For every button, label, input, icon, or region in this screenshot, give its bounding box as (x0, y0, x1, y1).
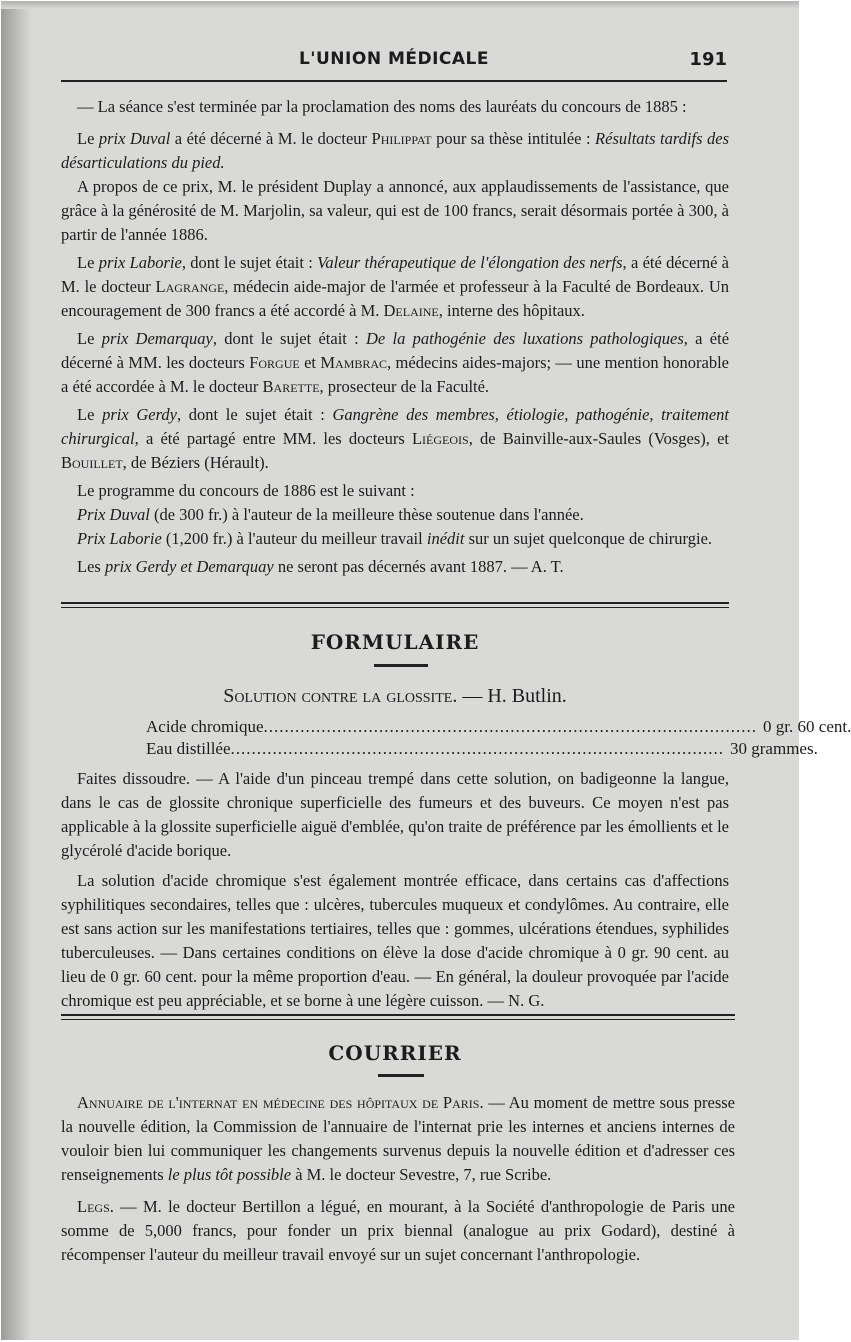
journal-page (1, 1, 851, 1340)
paragraph: Le prix Duval a été décerné à M. le docteur Philippat pour sa thèse intitulée : Résultats tardifs des désarticulations du pied. (61, 129, 729, 172)
paragraph: Le prix Gerdy, dont le sujet était : Gangrène des membres, étiologie, pathogénie, traitement chirurgical, a été partagé entre MM. les docteurs Liégeois, de Bainville-aux-Saules (Vosges), et Bouillet, de Béziers (Hérault). (61, 405, 730, 472)
formulaire-body (61, 767, 729, 1013)
paragraph: Les prix Gerdy et Demarquay ne seront pas décernés avant 1887. — A. T. (77, 557, 564, 576)
formulaire-title: FORMULAIRE (310, 630, 480, 654)
section-rule (61, 1014, 735, 1016)
courrier-body (61, 1091, 735, 1267)
ingredient-line: Eau distillée .............................................................................................. 30 grammes. (146, 739, 818, 758)
scan-shadow-top (1, 1, 799, 9)
running-head (61, 45, 727, 75)
paragraph: — La séance s'est terminée par la proclamation des noms des lauréats du concours de 1885 : (77, 97, 687, 116)
paragraph: Le prix Laborie, dont le sujet était : Valeur thérapeutique de l'élongation des nerfs, a été décerné à M. le docteur Lagrange, médecin aide-major de l'armée et professeur à la Faculté de Bordeaux. Un encouragement de 300 francs a été accordé à M. Delaine, interne des hôpitaux. (61, 253, 730, 320)
section-rule (61, 602, 729, 604)
header-rule (61, 80, 727, 82)
section-rule (61, 1019, 735, 1020)
scan-shadow (1, 1, 31, 1340)
paragraph: Faites dissoudre. — A l'aide d'un pinceau trempé dans cette solution, on badigeonne la langue, dans le cas de glossite chronique superficielle des fumeurs et des buveurs. Ce moyen n'est pas applicable à la glossite superficielle aiguë d'emblée, qu'on traite de préférence par les émollients et le glycérolé d'acide borique. (61, 769, 729, 860)
ingredient-line: Acide chromique .............................................................................................. 0 gr. 60 cent. (146, 717, 851, 736)
paragraph: Legs. — M. le docteur Bertillon a légué, en mourant, à la Société d'anthropologie de Paris une somme de 5,000 francs, pour fonder un prix biennal (analogue au prix Godard), destiné à récompenser l'auteur du meilleur travail envoyé sur un sujet concernant l'anthropologie. (61, 1197, 735, 1264)
paragraph: Prix Laborie (1,200 fr.) à l'auteur du meilleur travail inédit sur un sujet quelconque de chirurgie. (77, 529, 713, 548)
title-underline (378, 1074, 424, 1077)
seance-section (61, 95, 729, 579)
paragraph: Le programme du concours de 1886 est le suivant : (77, 481, 415, 500)
paragraph: Prix Duval (de 300 fr.) à l'auteur de la meilleure thèse soutenue dans l'année. (77, 505, 584, 524)
paragraph: La solution d'acide chromique s'est également montrée efficace, dans certains cas d'affections syphilitiques secondaires, telles que : ulcères, tubercules muqueux et condylômes. Au contraire, elle est sans action sur les manifestations tertiaires, telles que : gommes, ulcérations étendues, syphilides tuberculeuses. — Dans certaines conditions on élève la dose d'acide chromique à 0 gr. 90 cent. au lieu de 0 gr. 60 cent. pour la même proportion d'eau. — En général, la douleur provoquée par l'acide chromique est peu appréciable, et se borne à une légère cuisson. — N. G. (61, 871, 729, 1010)
prescription-title: Solution contre la glossite. — H. Butlin. (223, 685, 567, 707)
paragraph: Le prix Demarquay, dont le sujet était : De la pathogénie des luxations pathologiques, a été décerné à MM. les docteurs Forgue et Mambrac, médecins aides-majors; — une mention honorable a été accordée à M. le docteur Barette, prosecteur de la Faculté. (61, 329, 730, 396)
paragraph: A propos de ce prix, M. le président Duplay a annoncé, aux applaudissements de l'assistance, que grâce à la générosité de M. Marjolin, sa valeur, qui est de 100 francs, serait désormais portée à 300, à partir de l'année 1886. (61, 177, 729, 244)
page-number: 191 (689, 49, 727, 70)
section-rule (61, 607, 729, 608)
title-underline (374, 664, 428, 667)
courrier-title: COURRIER (328, 1041, 462, 1065)
running-title: L'UNION MÉDICALE (298, 49, 490, 69)
paragraph: Annuaire de l'internat en médecine des hôpitaux de Paris. — Au moment de mettre sous presse la nouvelle édition, la Commission de l'annuaire de l'internat prie les internes et anciens internes de vouloir bien lui communiquer les changements survenus depuis la nouvelle édition et d'adresser ces renseignements le plus tôt possible à M. le docteur Sevestre, 7, rue Scribe. (61, 1093, 735, 1184)
